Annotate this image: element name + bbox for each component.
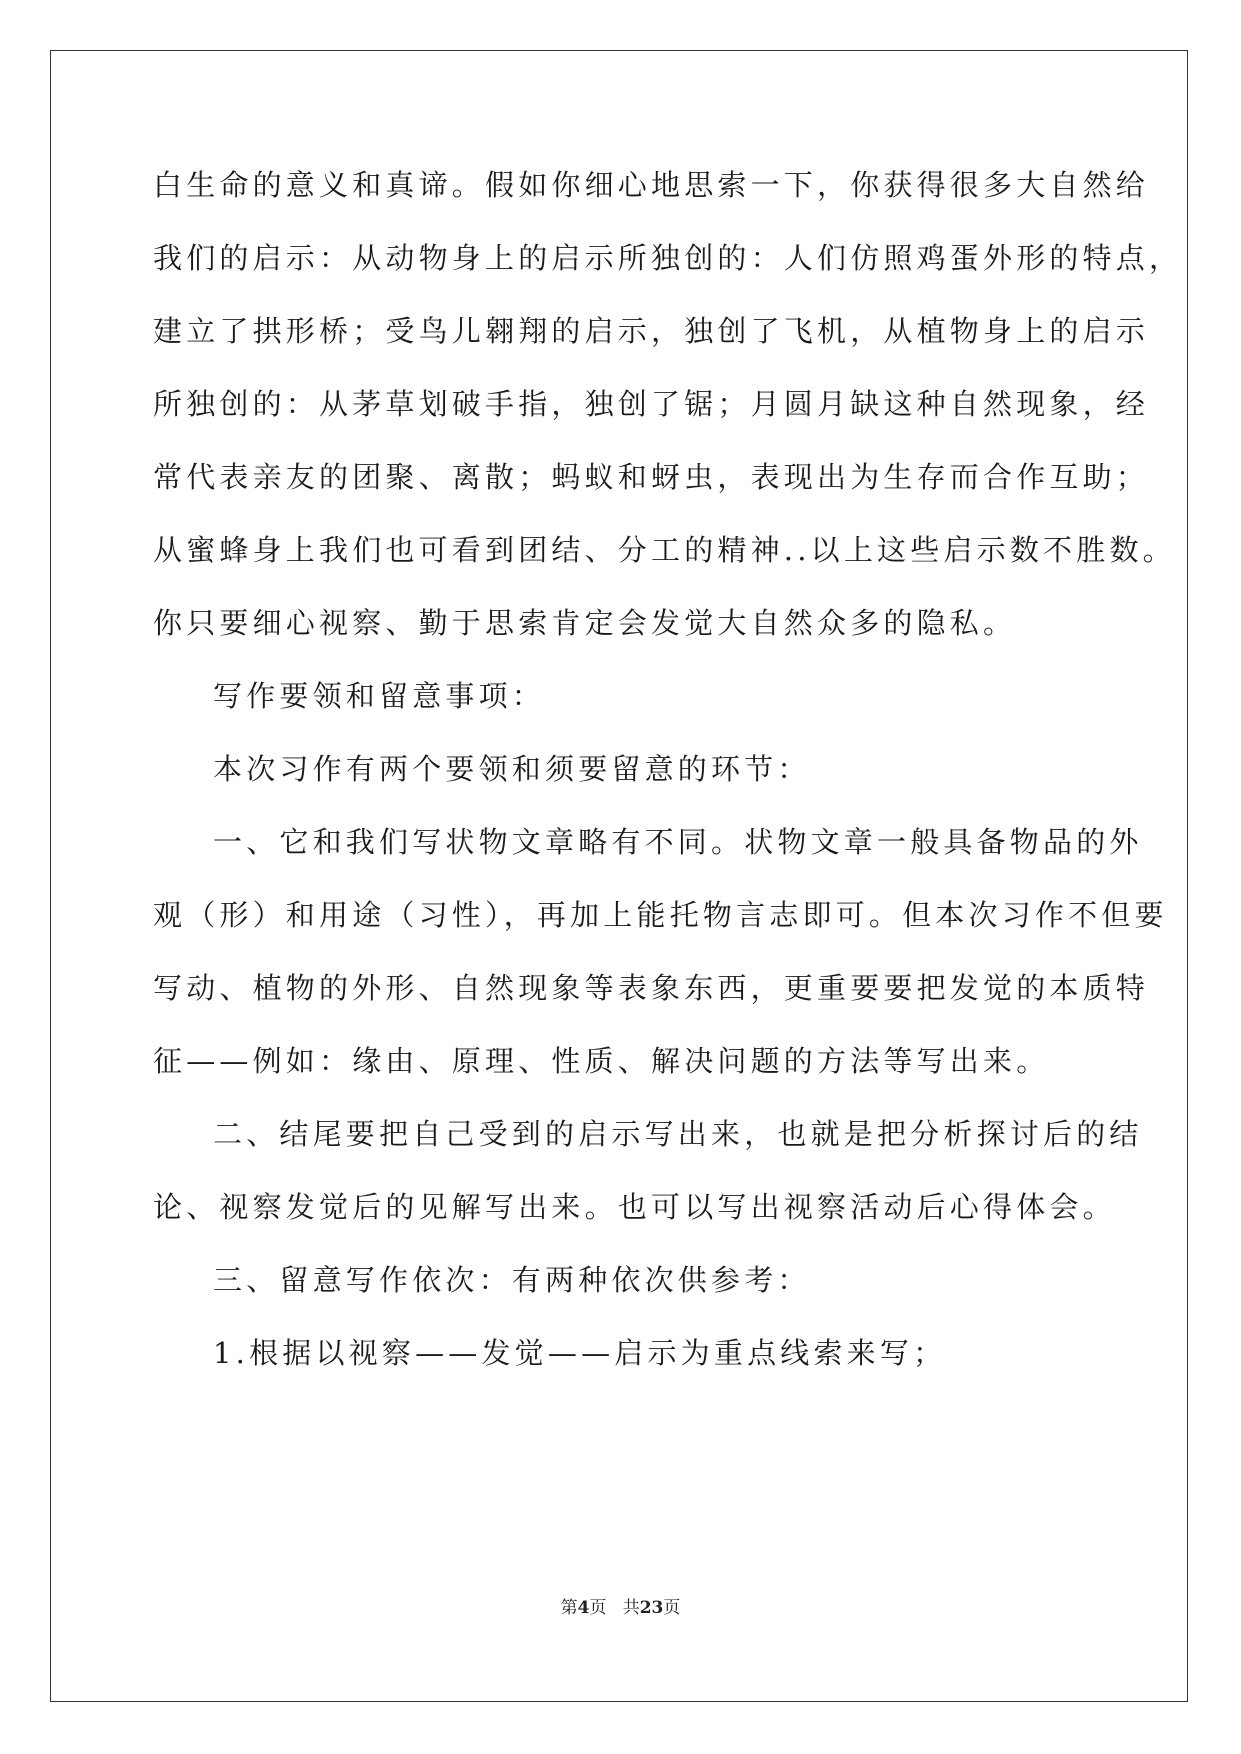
- body-line: 白生命的意义和真谛。假如你细心地思索一下，你获得很多大自然给: [153, 168, 1150, 202]
- page-prefix: 第: [560, 1598, 578, 1618]
- page-border: [50, 50, 1188, 1702]
- body-line: 论、视察发觉后的见解写出来。也可以写出视察活动后心得体会。: [153, 1190, 1116, 1224]
- body-line: 1.根据以视察——发觉——启示为重点线索来写；: [213, 1336, 947, 1370]
- body-line: 建立了拱形桥；受鸟儿翱翔的启示，独创了飞机，从植物身上的启示: [153, 314, 1150, 348]
- body-line: 从蜜蜂身上我们也可看到团结、分工的精神..以上这些启示数不胜数。: [153, 533, 1176, 567]
- page-current: 4: [577, 1598, 590, 1618]
- body-line: 所独创的：从茅草划破手指，独创了锯；月圆月缺这种自然现象，经: [153, 387, 1150, 421]
- section-heading: 写作要领和留意事项：: [213, 679, 546, 713]
- page-total: 23: [639, 1598, 664, 1618]
- body-line: 本次习作有两个要领和须要留意的环节：: [213, 752, 811, 786]
- page-unit: 页: [589, 1598, 607, 1618]
- body-line: 观（形）和用途（习性），再加上能托物言志即可。但本次习作不但要: [153, 898, 1168, 932]
- page-footer: [0, 1596, 1241, 1620]
- total-unit: 页: [663, 1598, 681, 1618]
- body-line: 常代表亲友的团聚、离散；蚂蚁和蚜虫，表现出为生存而合作互助；: [153, 460, 1150, 494]
- body-line: 三、留意写作依次：有两种依次供参考：: [213, 1263, 811, 1297]
- body-line: 我们的启示：从动物身上的启示所独创的：人们仿照鸡蛋外形的特点，: [153, 241, 1183, 275]
- body-line: 征——例如：缘由、原理、性质、解决问题的方法等写出来。: [153, 1044, 1050, 1078]
- body-line: 写动、植物的外形、自然现象等表象东西，更重要要把发觉的本质特: [153, 971, 1150, 1005]
- body-line: 二、结尾要把自己受到的启示写出来，也就是把分析探讨后的结: [213, 1117, 1143, 1151]
- total-prefix: 共: [622, 1598, 640, 1618]
- body-line: 一、它和我们写状物文章略有不同。状物文章一般具备物品的外: [213, 825, 1143, 859]
- body-line: 你只要细心视察、勤于思索肯定会发觉大自然众多的隐私。: [153, 606, 1017, 640]
